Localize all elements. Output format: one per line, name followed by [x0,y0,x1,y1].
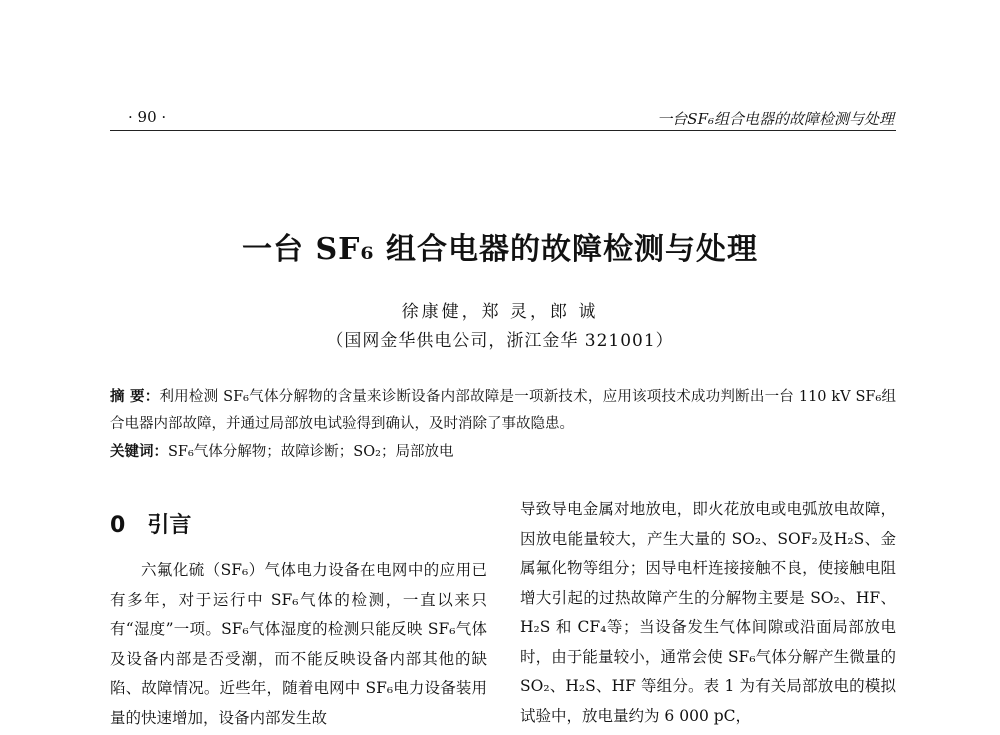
running-title: 一台SF₆组合电器的故障检测与处理 [657,110,894,128]
abstract-text: 利用检测 SF₆气体分解物的含量来诊断设备内部故障是一项新技术，应用该项技术成功判断出一台 110 kV SF₆组合电器内部故障，并通过局部放电试验得到确认，及时消除了事故隐患。 [110,389,896,432]
keywords-text: SF₆气体分解物；故障诊断；SO₂；局部放电 [168,444,454,460]
abstract-label: 摘 要： [110,389,160,405]
body-right-column [520,495,896,731]
running-header [110,104,896,131]
article-title: 一台 SF₆ 组合电器的故障检测与处理 [242,232,758,267]
keywords [110,440,896,461]
page-number: · 90 · [128,108,167,126]
section-heading [110,508,191,539]
section-title: 引言 [147,513,192,538]
section-number: 0 [110,513,126,538]
keywords-label: 关键词： [110,444,168,460]
body-paragraph: 六氟化硫（SF₆）气体电力设备在电网中的应用已有多年，对于运行中 SF₆气体的检测，一直以来只有“湿度”一项。SF₆气体湿度的检测只能反映 SF₆气体及设备内部是否受潮，而不能反映设备内部其他的缺陷、故障情况。近些年，随着电网中 SF₆电力设备装用量的快速增加，设备内部发生故 [110,561,487,727]
author-affiliation: （国网金华供电公司，浙江金华 321001） [326,331,674,351]
body-left-column [110,556,487,733]
body-paragraph-continued: 导致导电金属对地放电，即火花放电或电弧放电故障，因放电能量较大，产生大量的 SO₂、SOF₂及H₂S、金属氟化物等组分；因导电杆连接接触不良，使接触电阻增大引起的过热故障产生的分解物主要是 SO₂、HF、H₂S 和 CF₄等；当设备发生气体间隙或沿面局部放电时，由于能量较小，通常会使 SF₆气体分解产生微量的 SO₂、H₂S、HF 等组分。表 1 为有关局部放电的模拟试验中，放电量约为 6 000 pC， [520,500,896,725]
article-authors: 徐康健，郑 灵，郎 诚 [401,302,599,322]
abstract [110,384,896,438]
